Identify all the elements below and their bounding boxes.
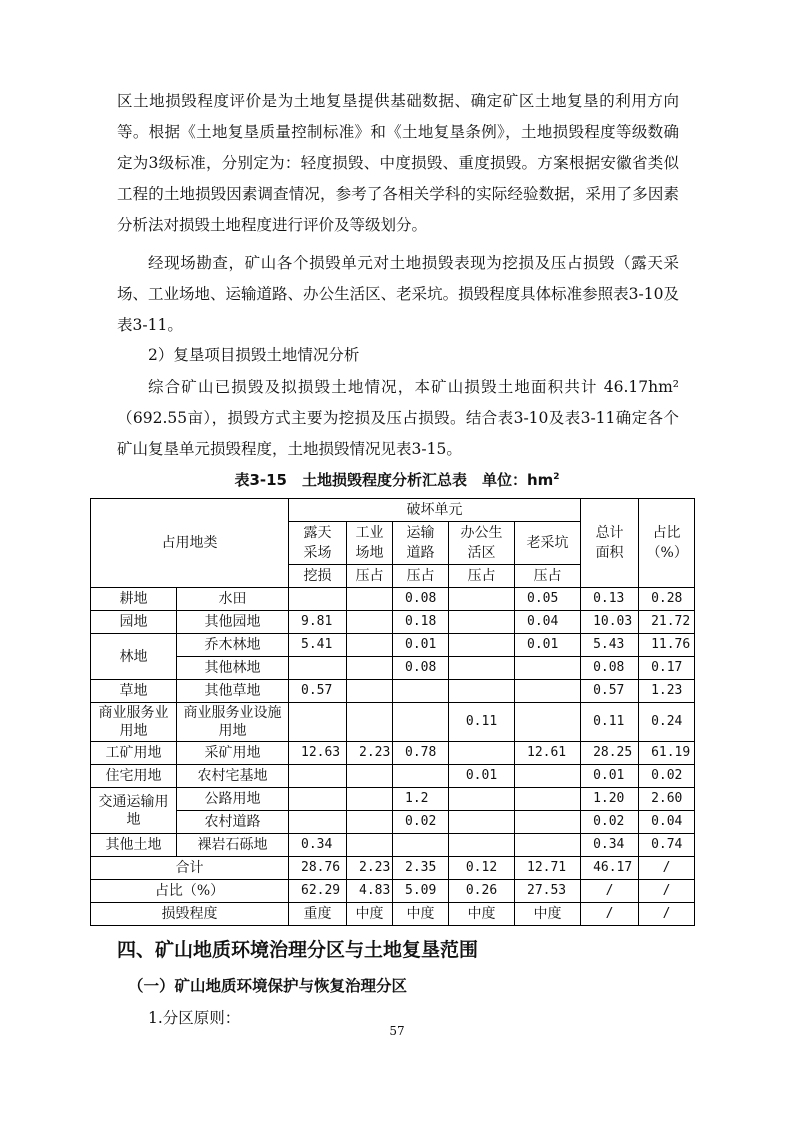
table-cell: 0.17 <box>639 657 695 680</box>
header-unit-3 <box>449 522 515 565</box>
table-cell: 1.20 <box>581 788 639 811</box>
table-cell: 9.81 <box>289 611 347 634</box>
land-subtype-cell: 商业服务业设施用地 <box>177 703 289 742</box>
table-cell: 2.35 <box>393 857 449 880</box>
table-cell: 0.74 <box>639 834 695 857</box>
table-cell <box>515 680 581 703</box>
table-cell: 0.24 <box>639 703 695 742</box>
land-category-cell: 草地 <box>91 680 177 703</box>
table-cell: 2.23 <box>347 857 393 880</box>
table-cell <box>347 634 393 657</box>
header-unit-text: 老采坑 <box>526 535 569 551</box>
land-subtype-cell: 公路用地 <box>177 788 289 811</box>
subsection-heading: （一）矿山地质环境保护与恢复治理分区 <box>128 977 408 995</box>
table-cell: 0.11 <box>581 703 639 742</box>
paragraph-site-survey: 经现场勘查，矿山各个损毁单元对土地损毁表现为挖损及压占损毁（露天采场、工业场地、运输道路、办公生活区、老采坑。损毁程度具体标准参照表3-10及表3-11。 <box>117 254 679 334</box>
header-ratio-text: 占比（%） <box>646 525 688 561</box>
table-cell: 0.01 <box>581 765 639 788</box>
table-cell: 2.60 <box>639 788 695 811</box>
land-category-cell: 耕地 <box>91 588 177 611</box>
table-cell: / <box>639 903 695 926</box>
header-ratio <box>639 499 695 588</box>
header-unit-2 <box>393 522 449 565</box>
table-cell: / <box>639 857 695 880</box>
land-category-cell: 商业服务业用地 <box>91 703 177 742</box>
table-cell <box>515 657 581 680</box>
table-cell <box>449 611 515 634</box>
table-row <box>91 788 695 811</box>
table-caption <box>0 469 794 490</box>
header-damage-unit: 破坏单元 <box>289 499 581 522</box>
land-category-cell: 其他土地 <box>91 834 177 857</box>
paragraph-damage-evaluation: 区土地损毁程度评价是为土地复垦提供基础数据、确定矿区土地复垦的利用方向等。根据《土地复垦质量控制标准》和《土地复垦条例》，土地损毁程度等级数确定为3级标准，分别定为：轻度损毁、中度损毁、重度损毁。方案根据安徽省类似工程的土地损毁因素调查情况，参考了各相关学科的实际经验数据，采用了多因素分析法对损毁土地程度进行评价及等级划分。 <box>117 92 679 234</box>
land-subtype-cell: 水田 <box>177 588 289 611</box>
land-category-cell: 住宅用地 <box>91 765 177 788</box>
table-cell: 0.11 <box>449 703 515 742</box>
table-caption-sup: 2 <box>553 472 560 482</box>
table-cell: 61.19 <box>639 742 695 765</box>
header-mode-3: 压占 <box>449 565 515 588</box>
page-number: 57 <box>389 1024 405 1038</box>
table-cell: 0.12 <box>449 857 515 880</box>
land-category-cell: 交通运输用地 <box>91 788 177 834</box>
table-cell: 10.03 <box>581 611 639 634</box>
table-cell: 12.61 <box>515 742 581 765</box>
table-row <box>91 742 695 765</box>
header-mode-0: 挖损 <box>289 565 347 588</box>
table-cell <box>289 765 347 788</box>
table-cell: 0.02 <box>639 765 695 788</box>
table-cell: 0.57 <box>289 680 347 703</box>
table-cell: 12.63 <box>289 742 347 765</box>
table-cell: 11.76 <box>639 634 695 657</box>
pct-label-cell: 占比（%） <box>91 880 289 903</box>
table-cell: 0.02 <box>581 811 639 834</box>
table-cell <box>515 834 581 857</box>
table-cell: 0.01 <box>515 634 581 657</box>
table-cell <box>449 680 515 703</box>
table-row <box>91 880 695 903</box>
table-cell <box>449 834 515 857</box>
table-cell <box>347 588 393 611</box>
table-cell: 0.08 <box>393 588 449 611</box>
table-cell: 2.23 <box>347 742 393 765</box>
table-cell: 4.83 <box>347 880 393 903</box>
table-row <box>91 657 695 680</box>
table-cell <box>393 834 449 857</box>
table-cell <box>393 765 449 788</box>
table-cell: 0.05 <box>515 588 581 611</box>
damage-summary-table <box>90 498 695 926</box>
table-cell: 中度 <box>515 903 581 926</box>
header-unit-text: 露天采场 <box>303 525 332 561</box>
land-subtype-cell: 乔木林地 <box>177 634 289 657</box>
land-subtype-cell: 其他草地 <box>177 680 289 703</box>
section-heading: 四、矿山地质环境治理分区与土地复垦范围 <box>117 939 479 961</box>
table-row <box>91 680 695 703</box>
table-cell: 0.18 <box>393 611 449 634</box>
land-subtype-cell: 裸岩石砾地 <box>177 834 289 857</box>
table-cell: 5.09 <box>393 880 449 903</box>
header-row-1 <box>91 499 695 522</box>
header-total <box>581 499 639 588</box>
zoning-principle-label: 1.分区原则： <box>148 1009 241 1027</box>
land-subtype-cell: 采矿用地 <box>177 742 289 765</box>
header-unit-1 <box>347 522 393 565</box>
paragraph-damage-area: 综合矿山已损毁及拟损毁土地情况，本矿山损毁土地面积共计 46.17hm²（692.55亩），损毁方式主要为挖损及压占损毁。结合表3-10及表3-11确定各个矿山复垦单元损毁程度，土地损毁情况见表3-15。 <box>117 378 679 458</box>
table-cell <box>347 703 393 742</box>
table-cell: 46.17 <box>581 857 639 880</box>
table-cell: 0.08 <box>393 657 449 680</box>
table-cell: 0.13 <box>581 588 639 611</box>
header-unit-0 <box>289 522 347 565</box>
table-row <box>91 765 695 788</box>
header-unit-text: 工业场地 <box>355 525 384 561</box>
table-cell <box>347 811 393 834</box>
subsection-title: 2）复垦项目损毁土地情况分析 <box>148 346 360 364</box>
table-cell: 27.53 <box>515 880 581 903</box>
table-cell: 0.34 <box>581 834 639 857</box>
table-cell: 28.76 <box>289 857 347 880</box>
degree-label-cell: 损毁程度 <box>91 903 289 926</box>
table-cell <box>347 765 393 788</box>
table-cell <box>289 788 347 811</box>
table-cell <box>515 765 581 788</box>
table-row <box>91 588 695 611</box>
table-cell: 1.23 <box>639 680 695 703</box>
table-row <box>91 834 695 857</box>
table-cell: / <box>581 903 639 926</box>
table-cell: 0.04 <box>639 811 695 834</box>
land-subtype-cell: 农村宅基地 <box>177 765 289 788</box>
table-cell: 0.28 <box>639 588 695 611</box>
table-cell: 中度 <box>393 903 449 926</box>
sum-label-cell: 合计 <box>91 857 289 880</box>
table-row <box>91 857 695 880</box>
table-cell <box>449 588 515 611</box>
table-cell <box>347 611 393 634</box>
table-cell: 5.43 <box>581 634 639 657</box>
table-cell <box>289 588 347 611</box>
table-cell: 1.2 <box>393 788 449 811</box>
table-cell: 0.01 <box>449 765 515 788</box>
table-cell: 21.72 <box>639 611 695 634</box>
table-cell <box>347 657 393 680</box>
land-category-cell: 林地 <box>91 634 177 680</box>
table-cell: 0.02 <box>393 811 449 834</box>
table-cell <box>449 811 515 834</box>
table-cell <box>347 788 393 811</box>
land-category-cell: 园地 <box>91 611 177 634</box>
table-cell <box>289 811 347 834</box>
table-row <box>91 634 695 657</box>
table-cell <box>289 703 347 742</box>
table-cell: 0.78 <box>393 742 449 765</box>
table-cell: 0.57 <box>581 680 639 703</box>
table-cell: 0.26 <box>449 880 515 903</box>
table-cell: 重度 <box>289 903 347 926</box>
header-total-text: 总计面积 <box>595 525 624 561</box>
table-cell <box>449 742 515 765</box>
table-cell: 12.71 <box>515 857 581 880</box>
table-cell <box>347 680 393 703</box>
table-cell: 28.25 <box>581 742 639 765</box>
land-subtype-cell: 其他园地 <box>177 611 289 634</box>
table-cell <box>449 657 515 680</box>
header-mode-4: 压占 <box>515 565 581 588</box>
table-cell: 中度 <box>347 903 393 926</box>
table-cell <box>449 788 515 811</box>
table-row <box>91 611 695 634</box>
land-subtype-cell: 其他林地 <box>177 657 289 680</box>
table-cell <box>515 811 581 834</box>
table-cell <box>449 634 515 657</box>
table-cell: 0.04 <box>515 611 581 634</box>
table-cell: 0.01 <box>393 634 449 657</box>
land-category-cell: 工矿用地 <box>91 742 177 765</box>
table-row <box>91 811 695 834</box>
table-cell: 5.41 <box>289 634 347 657</box>
table-cell <box>347 834 393 857</box>
table-cell: 0.34 <box>289 834 347 857</box>
header-land-type: 占用地类 <box>91 499 289 588</box>
table-cell <box>393 680 449 703</box>
table-cell <box>393 703 449 742</box>
header-unit-text: 运输道路 <box>406 525 435 561</box>
land-subtype-cell: 农村道路 <box>177 811 289 834</box>
table-row <box>91 903 695 926</box>
table-caption-text: 表3-15 土地损毁程度分析汇总表 单位：hm <box>234 471 554 489</box>
header-unit-4 <box>515 522 581 565</box>
table-cell: / <box>581 880 639 903</box>
table-cell: 0.08 <box>581 657 639 680</box>
table-cell <box>289 657 347 680</box>
header-mode-1: 压占 <box>347 565 393 588</box>
table-cell: 中度 <box>449 903 515 926</box>
header-unit-text: 办公生活区 <box>460 525 503 561</box>
table-cell <box>515 703 581 742</box>
table-cell: / <box>639 880 695 903</box>
table-row <box>91 703 695 742</box>
table-cell <box>515 788 581 811</box>
table-cell: 62.29 <box>289 880 347 903</box>
header-mode-2: 压占 <box>393 565 449 588</box>
